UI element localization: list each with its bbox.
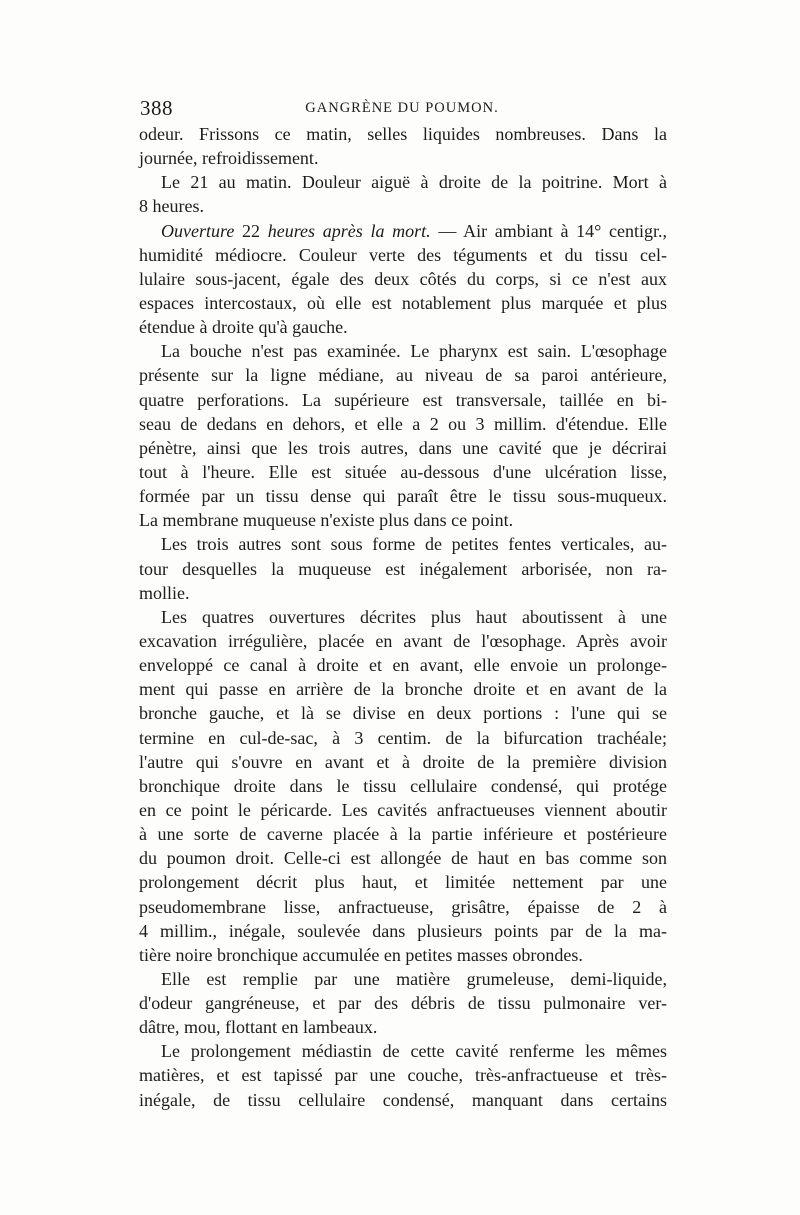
- text-line: tière noire bronchique accumulée en petites masses obrondes.: [139, 944, 583, 965]
- text-line: quatre perforations. La supérieure est transversale, taillée en bi-: [139, 389, 667, 410]
- text-line: tour desquelles la muqueuse est inégalement arborisée, non ra-: [139, 558, 667, 579]
- page-number: 388: [140, 96, 173, 120]
- text-line: en ce point le péricarde. Les cavités anfractueuses viennent aboutir: [139, 799, 667, 820]
- text-line: pénètre, ainsi que les trois autres, dans une cavité que je décrirai: [139, 437, 667, 458]
- running-header: [140, 96, 664, 124]
- text-line: l'autre qui s'ouvre en avant et à droite de la première division: [139, 751, 667, 772]
- text-line: journée, refroidissement.: [139, 148, 319, 169]
- text-line: enveloppé ce canal à droite et en avant, elle envoie un prolonge-: [139, 655, 667, 676]
- text-line: matières, et est tapissé par une couche, très-anfractueuse et très-: [139, 1065, 667, 1086]
- text-line: 4 millim., inégale, soulevée dans plusieurs points par de la ma-: [139, 920, 667, 941]
- text-line: Les trois autres sont sous forme de petites fentes verticales, au-: [161, 534, 667, 555]
- text-line: Elle est remplie par une matière grumeleuse, demi-liquide,: [161, 968, 667, 989]
- text-line: tout à l'heure. Elle est située au-dessous d'une ulcération lisse,: [139, 461, 667, 482]
- text-line: Les quatres ouvertures décrites plus haut aboutissent à une: [161, 606, 667, 627]
- text-line: ment qui passe en arrière de la bronche droite et en avant de la: [139, 679, 667, 700]
- text-line: du poumon droit. Celle-ci est allongée de haut en bas comme son: [139, 848, 667, 869]
- text-line: humidité médiocre. Couleur verte des téguments et du tissu cel-: [139, 244, 667, 265]
- text-line: à une sorte de caverne placée à la partie inférieure et postérieure: [139, 824, 667, 845]
- text-line: espaces intercostaux, où elle est notablement plus marquée et plus: [139, 292, 667, 313]
- text-line: lulaire sous-jacent, égale des deux côtés du corps, si ce n'est aux: [139, 268, 667, 289]
- text-line: Le 21 au matin. Douleur aiguë à droite de la poitrine. Mort à: [161, 172, 667, 193]
- text-line: Le prolongement médiastin de cette cavité renferme les mêmes: [161, 1041, 667, 1062]
- text-line: présente sur la ligne médiane, au niveau de sa paroi antérieure,: [139, 365, 667, 386]
- text-line: seau de dedans en dehors, et elle a 2 ou 3 millim. d'étendue. Elle: [139, 413, 667, 434]
- italic-heading: Ouverture: [161, 220, 235, 241]
- text-line: La membrane muqueuse n'existe plus dans ce point.: [139, 510, 514, 531]
- text-line: d'odeur gangréneuse, et par des débris de tissu pulmonaire ver-: [139, 993, 667, 1014]
- text-line: inégale, de tissu cellulaire condensé, manquant dans certains: [139, 1089, 667, 1110]
- text-line: pseudomembrane lisse, anfractueuse, grisâtre, épaisse de 2 à: [139, 896, 667, 917]
- text-line: dâtre, mou, flottant en lambeaux.: [139, 1017, 378, 1038]
- text-line: mollie.: [139, 582, 190, 603]
- text-line: odeur. Frissons ce matin, selles liquides nombreuses. Dans la: [139, 124, 667, 144]
- text-line: excavation irrégulière, placée en avant de l'œsophage. Après avoir: [139, 630, 667, 651]
- text-line: bronche gauche, et là se divise en deux portions : l'une qui se: [139, 703, 667, 724]
- body-text: [139, 122, 667, 1112]
- text-line: 8 heures.: [139, 196, 204, 217]
- text-line: étendue à droite qu'à gauche.: [139, 317, 348, 338]
- text-line: formée par un tissu dense qui paraît être le tissu sous-muqueux.: [139, 486, 667, 507]
- text-line: La bouche n'est pas examinée. Le pharynx est sain. L'œsophage: [161, 341, 667, 362]
- italic-heading-tail: heures après la mort.: [267, 220, 431, 241]
- text-line: bronchique droite dans le tissu cellulaire condensé, qui protége: [139, 775, 667, 796]
- text-line: prolongement décrit plus haut, et limitée nettement par une: [139, 872, 667, 893]
- text-line-italic-lead: Ouverture 22 heures après la mort. — Air ambiant à 14° centigr.,: [161, 220, 668, 241]
- running-title: GANGRÈNE DU POUMON.: [305, 100, 499, 116]
- text-line: termine en cul-de-sac, à 3 centim. de la bifurcation trachéale;: [139, 727, 667, 748]
